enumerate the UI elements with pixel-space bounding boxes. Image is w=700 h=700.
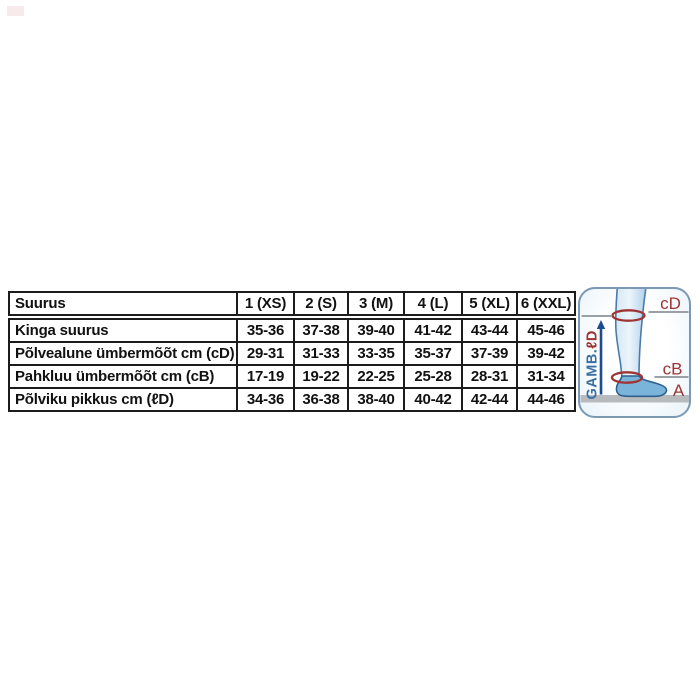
value-cell: 37-38: [294, 317, 348, 342]
value-cell: 40-42: [404, 388, 462, 411]
value-cell: 22-25: [348, 365, 404, 388]
label-cb: cB: [662, 359, 683, 379]
row-label-cell: Kinga suurus: [9, 317, 237, 342]
row-label-cell: Põlviku pikkus cm (ℓD): [9, 388, 237, 411]
table-row: [9, 342, 575, 365]
corner-watermark: [7, 6, 24, 16]
value-cell: 17-19: [237, 365, 294, 388]
row-label-cell: Pahkluu ümbermõõt cm (cB): [9, 365, 237, 388]
value-cell: 44-46: [517, 388, 575, 411]
size-table-body: [9, 317, 575, 411]
leg-illustration: [580, 289, 689, 416]
value-cell: 39-40: [348, 317, 404, 342]
label-ld: ℓD: [584, 330, 601, 349]
value-cell: 28-31: [462, 365, 517, 388]
value-cell: 25-28: [404, 365, 462, 388]
value-cell: 41-42: [404, 317, 462, 342]
value-cell: 39-42: [517, 342, 575, 365]
table-row: [9, 317, 575, 342]
value-cell: 29-31: [237, 342, 294, 365]
value-cell: 38-40: [348, 388, 404, 411]
value-cell: 35-37: [404, 342, 462, 365]
value-cell: 42-44: [462, 388, 517, 411]
value-cell: 33-35: [348, 342, 404, 365]
size-table-corner-header: Suurus: [9, 292, 237, 317]
value-cell: 45-46: [517, 317, 575, 342]
length-arrow-head: [597, 320, 605, 329]
value-cell: 37-39: [462, 342, 517, 365]
label-gamb: GAMB.: [584, 348, 601, 400]
size-column-header: 3 (M): [348, 292, 404, 317]
value-cell: 19-22: [294, 365, 348, 388]
value-cell: 43-44: [462, 317, 517, 342]
calf-shape: [616, 289, 647, 379]
size-column-header: 1 (XS): [237, 292, 294, 317]
label-a: A: [672, 381, 685, 400]
table-row: [9, 388, 575, 411]
table-row: [9, 365, 575, 388]
label-cd: cD: [660, 294, 681, 313]
row-label-cell: Põlvealune ümbermõõt cm (cD): [9, 342, 237, 365]
leg-measurement-diagram: [578, 287, 691, 418]
size-column-header: 4 (L): [404, 292, 462, 317]
size-column-header: 5 (XL): [462, 292, 517, 317]
value-cell: 34-36: [237, 388, 294, 411]
value-cell: 36-38: [294, 388, 348, 411]
value-cell: 31-33: [294, 342, 348, 365]
value-cell: 31-34: [517, 365, 575, 388]
size-column-header: 6 (XXL): [517, 292, 575, 317]
label-gamb-ld: [585, 330, 601, 399]
value-cell: 35-36: [237, 317, 294, 342]
size-table: [8, 291, 576, 412]
size-table-header-row: [9, 292, 575, 317]
size-column-header: 2 (S): [294, 292, 348, 317]
